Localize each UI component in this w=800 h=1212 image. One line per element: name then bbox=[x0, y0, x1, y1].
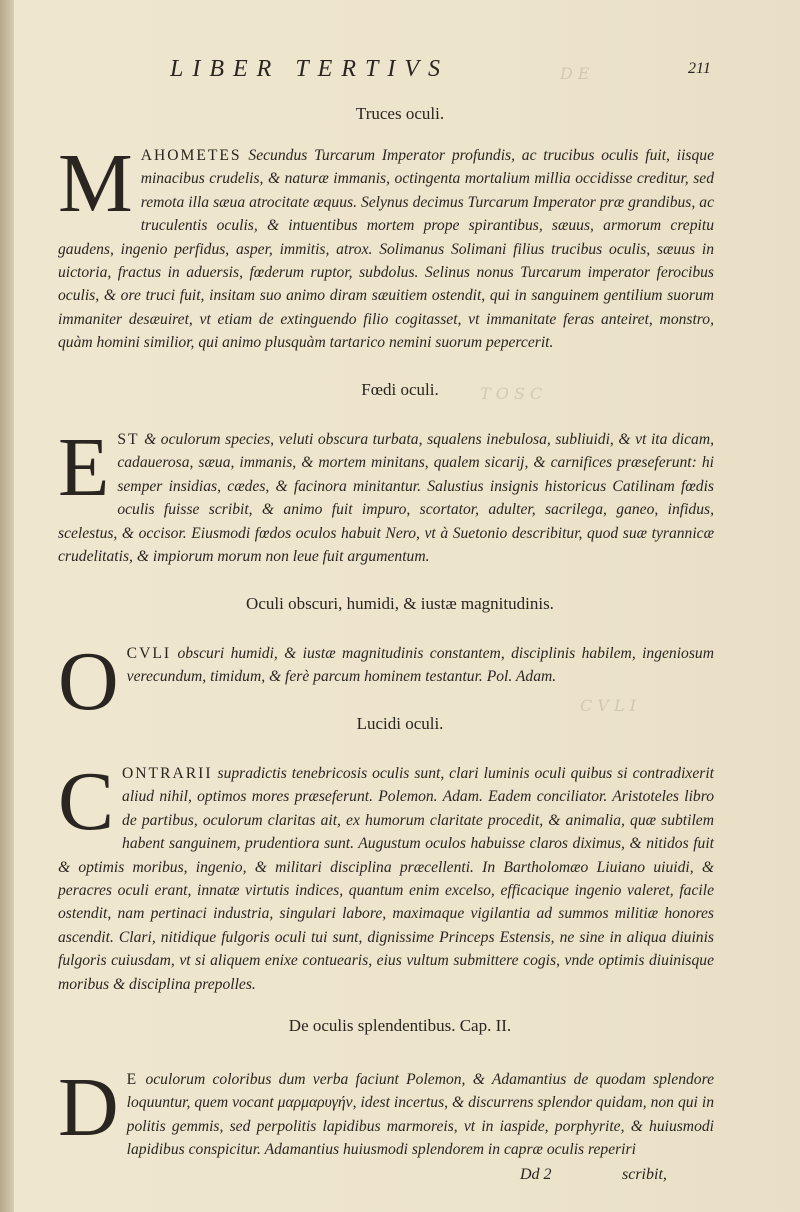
section-paragraph bbox=[58, 755, 714, 996]
paragraph-text: obscuri humidi, & iustæ magnitudinis constantem, disciplinis habilem, ingeniosum verecundum, timidum, & ferè parcum hominem testantur. Pol. Adam. bbox=[126, 645, 714, 686]
drop-cap: M bbox=[58, 137, 133, 230]
section-heading: Lucidi oculi. bbox=[356, 714, 444, 733]
running-head bbox=[0, 56, 800, 88]
drop-cap: O bbox=[58, 635, 119, 728]
section-heading: Oculi obscuri, humidi, & iustæ magnitudinis. bbox=[246, 594, 554, 613]
drop-cap: C bbox=[58, 755, 115, 848]
bleed-through: C V L I bbox=[580, 696, 636, 715]
drop-cap: D bbox=[58, 1061, 119, 1154]
section-heading: Fœdi oculi. bbox=[361, 380, 439, 399]
lead-word: E bbox=[126, 1071, 139, 1088]
lead-word: ST bbox=[117, 431, 140, 448]
catchword: scribit, bbox=[622, 1166, 667, 1183]
drop-cap: E bbox=[58, 421, 110, 514]
section-paragraph bbox=[58, 421, 714, 568]
paragraph-text: Secundus Turcarum Imperator profundis, ac trucibus oculis fuit, iisque minacibus crudelis, & naturæ immanis, octingenta mortalium millia occidisse creditur, sed remota illa sæua atrocitate æquus. Selynus decimus Turcarum Imperator præ grandibus, ac truculentis oculis, & intuentibus mortem prope spirantibus, sæuus, armorum crepitu gaudens, ingenio perfidus, asper, immitis, atrox. Solimanus Solimani filius trucibus oculis, sæuus in uictoria, fractus in aduersis, fœderum ruptor, subdolus. Selinus nonus Turcarum imperator ferocibus oculis, & ore truci fuit, insitam suo animo diram sæuitiem ostendit, qui in sanguinem gentilium suorum immaniter desæuiret, vt etiam de extinguendo filio cogitasset, vt immanitate feras anteiret, monstro, quàm homini similior, qui animo plusquàm tartarico nemini suorum pepercerit. bbox=[58, 147, 715, 352]
section-paragraph bbox=[58, 1061, 714, 1162]
section-heading: Truces oculi. bbox=[355, 104, 445, 123]
section-paragraph bbox=[58, 137, 715, 355]
page-number: 211 bbox=[688, 60, 711, 77]
lead-word: CVLI bbox=[126, 645, 172, 662]
paragraph-text: & oculorum species, veluti obscura turbata, squalens inebulosa, subliuidi, & vt ita dicam, cadauerosa, sæua, immanis, & mortem minitans, qualem sicarij, & carnifices præseferunt: hi semper insidias, cædes, & facinora minitantur. Salustius insignis historicus Catilinam fœdis oculis fuisse scribit, & animo fuit impuro, scortator, adulter, sacrilega, ganeo, infidus, scelestus, & occisor. Eiusmodi fœdos oculos habuit Nero, vt à Suetonio describitur, quod suæ tyrannicæ crudelitatis, & impiorum morum non leue fuit argumentum. bbox=[58, 431, 714, 566]
lead-word: AHOMETES bbox=[140, 147, 242, 164]
bleed-through: D E bbox=[560, 64, 590, 83]
paragraph-text: supradictis tenebricosis oculis sunt, clari luminis oculi quibus si contradixerit aliud nihil, optimos mores præseferunt. Polemon. Adam. Eadem conciliator. Aristoteles libro de partibus, oculorum claritas ait, ex humorum claritate procedit, & animalia, quæ subtilem habent sanguinem, prudentiora sunt. Augustum oculos habuisse claros diximus, & nitidos fuit & optimis moribus, ingenio, & militari disciplina præcellenti. In Bartholomæo Liuiano uiuidi, & peracres oculi erant, innatæ virtutis indices, quantum enim excelso, efficacique ingenio valeret, facile ostendit, nam pertinaci industria, singulari labore, maximaque vigilantia ad summos militiæ honores ascendit. Clari, nitidique fulgoris oculi tui sunt, dignissime Princeps Estensis, ne sine in aliqua diuinis fulgoris cuiusdam, vt si aliquem enixe contuearis, eius vultum submittere cogis, vnde optimis diuinisque moribus & disciplina prepolles. bbox=[58, 765, 714, 993]
section-heading: De oculis splendentibus. Cap. II. bbox=[288, 1016, 512, 1035]
paragraph-text: oculorum coloribus dum verba faciunt Polemon, & Adamantius de quodam splendore loquuntur, quem vocant μαρμαρυγήν, idest incertus, & discurrens splendor quidam, non qui in politis gemmis, sed perpolitis lapidibus marmoreis, vt in iaspide, porphyrite, & huiusmodi lapidibus conspicitur. Adamantius huiusmodi splendorem in capræ oculis reperiri bbox=[126, 1071, 714, 1159]
running-title: LIBER TERTIVS bbox=[170, 56, 449, 82]
lead-word: ONTRARII bbox=[122, 765, 213, 782]
signature-mark: Dd 2 bbox=[520, 1166, 552, 1183]
bleed-through: T O S C bbox=[480, 384, 543, 403]
